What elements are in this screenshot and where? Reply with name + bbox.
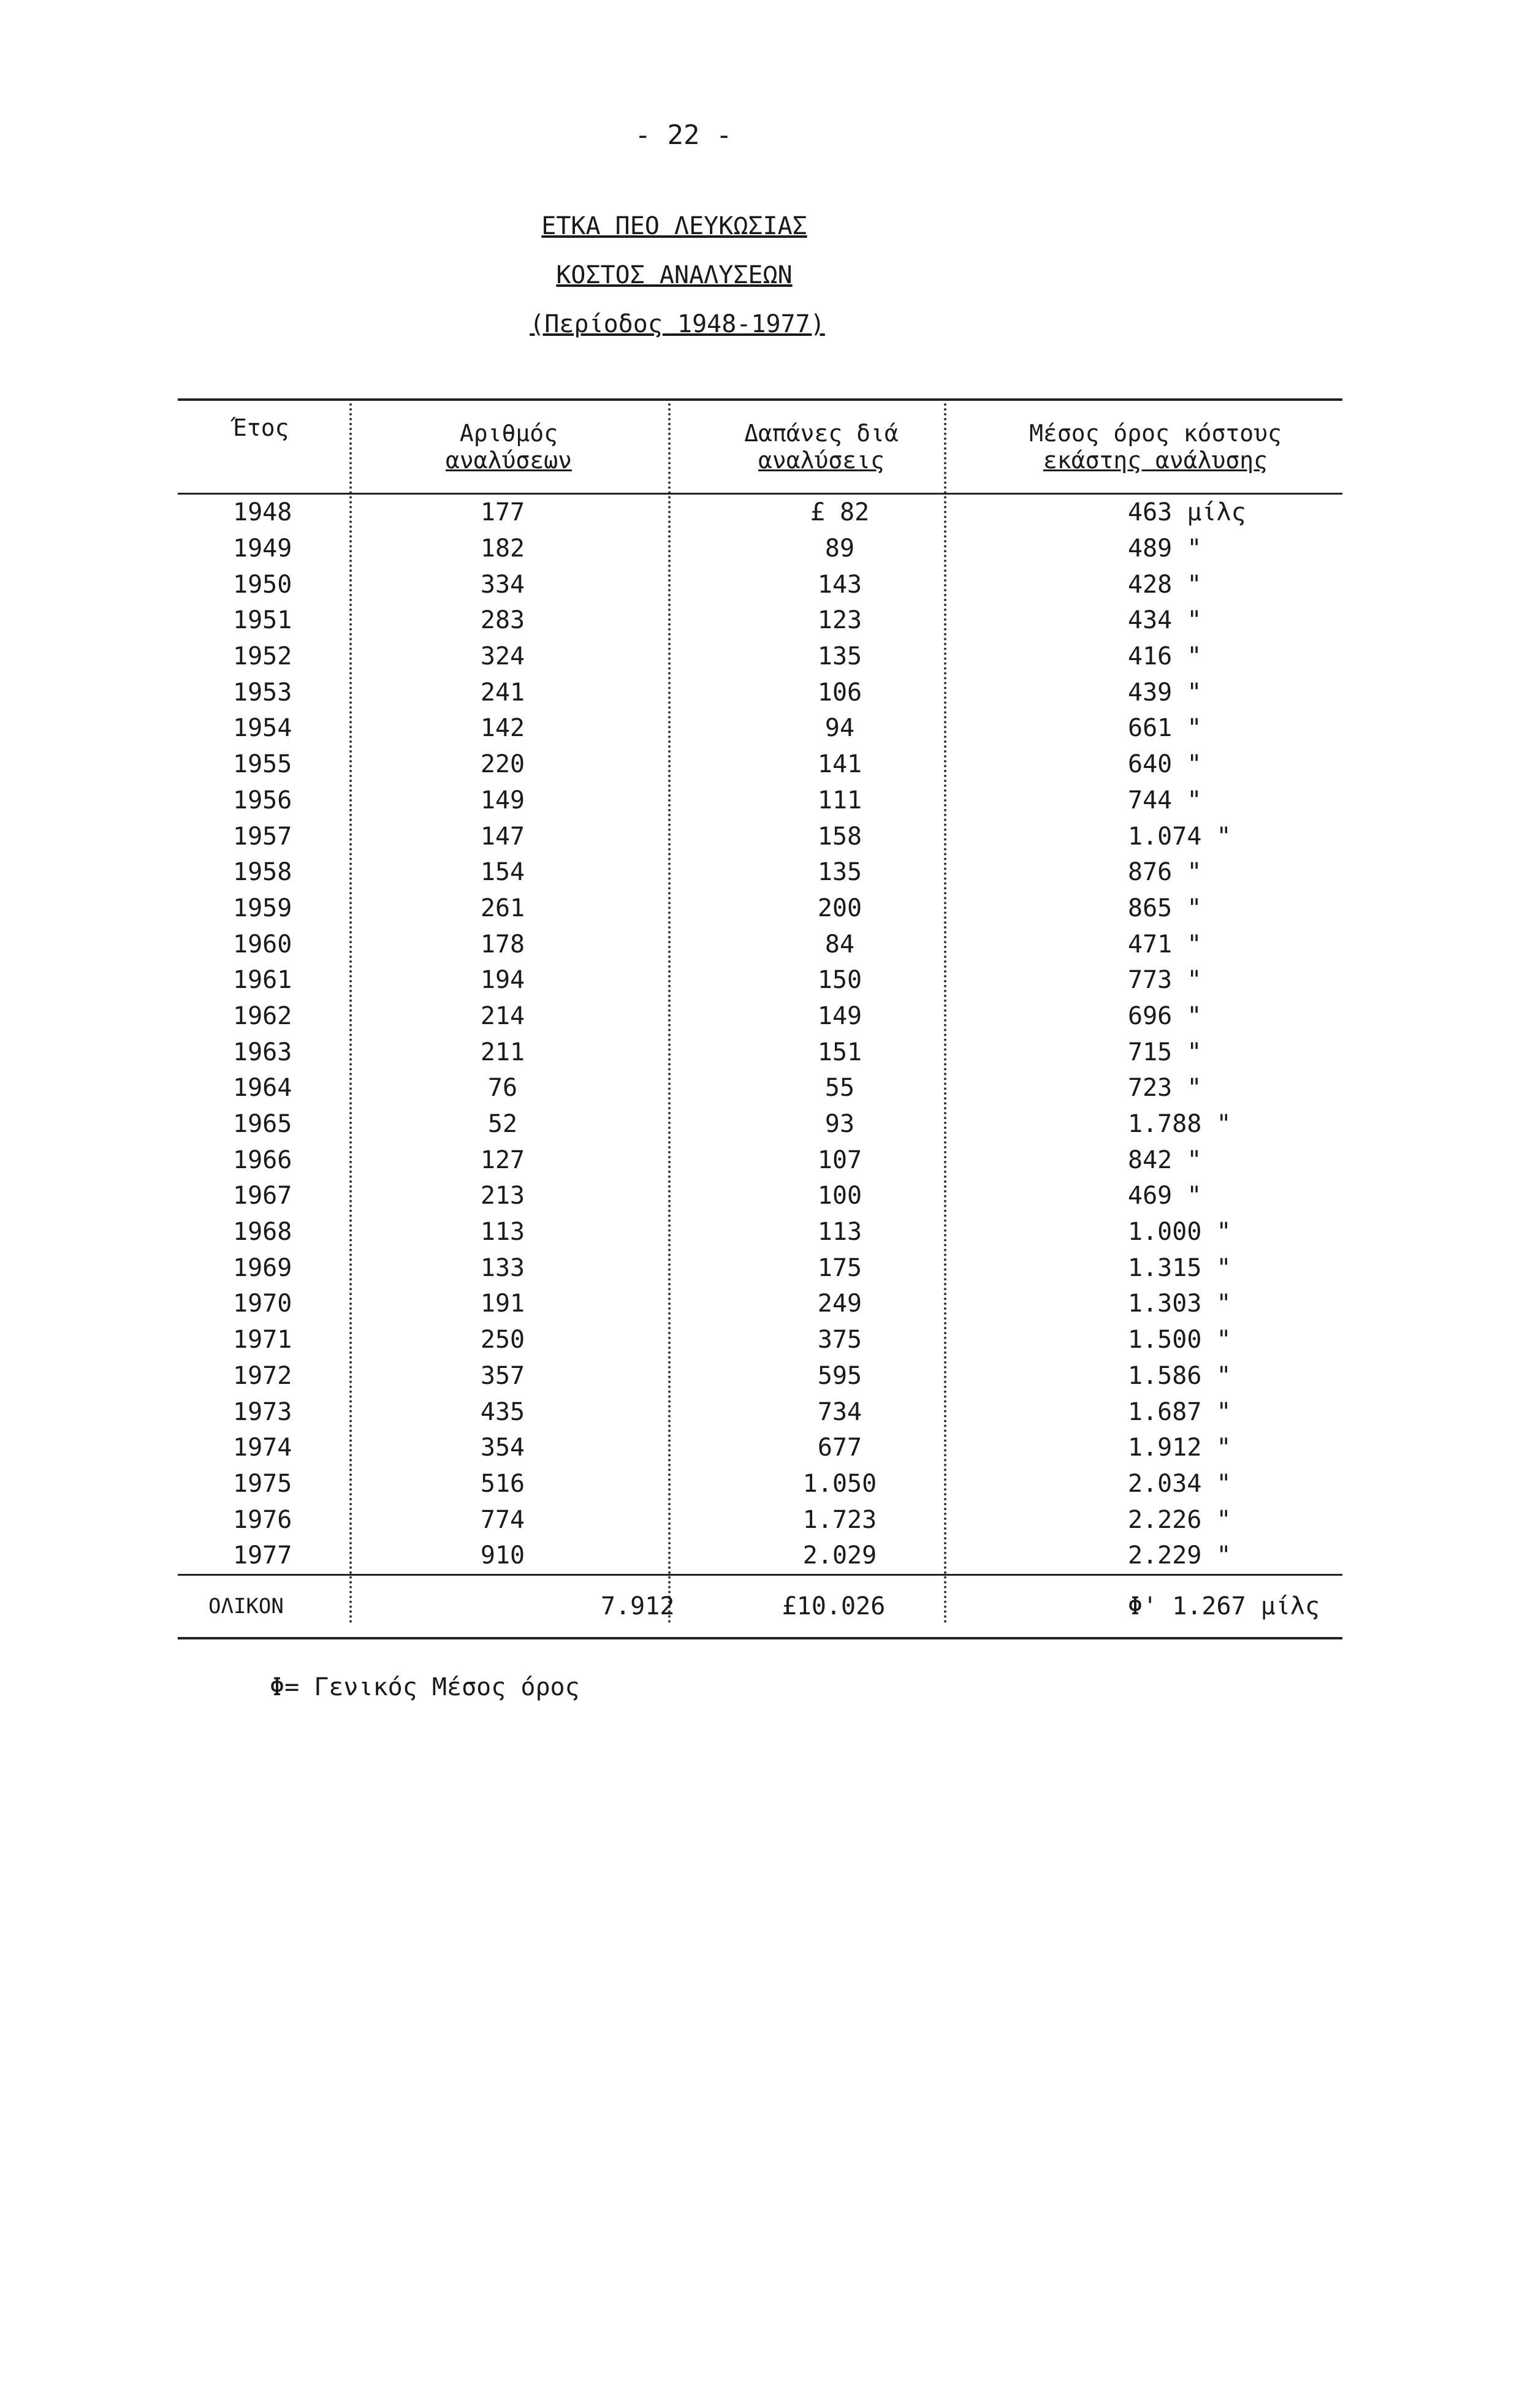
cell-year: 1973 — [233, 1397, 292, 1426]
total-average: Φ' 1.267 μίλς — [1128, 1592, 1320, 1620]
cell-year: 1961 — [233, 966, 292, 995]
cell-count: 149 — [480, 786, 525, 815]
cell-cost: 143 — [817, 570, 862, 599]
cell-cost: 149 — [817, 1001, 862, 1030]
cell-avg: 865 " — [1128, 894, 1202, 922]
cell-avg: 773 " — [1128, 966, 1202, 995]
table-row — [178, 962, 1342, 998]
table-row — [178, 854, 1342, 891]
cell-avg: 428 " — [1128, 570, 1202, 599]
total-count: 7.912 — [601, 1592, 675, 1620]
cell-year: 1963 — [233, 1038, 292, 1066]
table-row — [178, 1250, 1342, 1286]
cell-count: 52 — [487, 1110, 518, 1139]
cell-avg: 1.687 " — [1128, 1397, 1231, 1426]
cell-count: 910 — [480, 1541, 525, 1570]
total-label: ΟΛΙΚΟΝ — [208, 1593, 284, 1619]
cell-count: 774 — [480, 1505, 525, 1534]
cell-cost: 595 — [817, 1361, 862, 1390]
cell-count: 177 — [480, 498, 525, 527]
total-row — [178, 1576, 1342, 1637]
cell-year: 1971 — [233, 1326, 292, 1354]
table-row — [178, 891, 1342, 927]
cell-avg: 416 " — [1128, 642, 1202, 671]
table-row — [178, 602, 1342, 639]
cell-count: 211 — [480, 1038, 525, 1066]
cell-count: 354 — [480, 1434, 525, 1462]
cell-count: 357 — [480, 1361, 525, 1390]
cell-cost: 94 — [824, 714, 855, 743]
cell-avg: 469 " — [1128, 1182, 1202, 1210]
cell-avg: 723 " — [1128, 1074, 1202, 1103]
table-row — [178, 1322, 1342, 1358]
cell-cost: 200 — [817, 894, 862, 922]
table-row — [178, 746, 1342, 783]
cell-cost: 150 — [817, 966, 862, 995]
table-row — [178, 1106, 1342, 1142]
table-row — [178, 1178, 1342, 1214]
cell-avg: 1.912 " — [1128, 1434, 1231, 1462]
table-row — [178, 1538, 1342, 1576]
cell-avg: 744 " — [1128, 786, 1202, 815]
cell-cost: 175 — [817, 1253, 862, 1282]
cell-cost: 100 — [817, 1182, 862, 1210]
table-row — [178, 1214, 1342, 1250]
cell-cost: 141 — [817, 750, 862, 779]
table-row — [178, 495, 1342, 531]
cost-table — [178, 398, 1342, 1639]
cell-count: 182 — [480, 534, 525, 563]
table-row — [178, 566, 1342, 602]
cell-year: 1948 — [233, 498, 292, 527]
cell-year: 1957 — [233, 822, 292, 851]
cell-year: 1958 — [233, 858, 292, 887]
cell-year: 1950 — [233, 570, 292, 599]
table-row — [178, 1070, 1342, 1106]
cell-year: 1953 — [233, 678, 292, 707]
cell-year: 1966 — [233, 1145, 292, 1174]
table-row — [178, 926, 1342, 962]
cell-cost: 375 — [817, 1326, 862, 1354]
cell-year: 1976 — [233, 1505, 292, 1534]
cell-avg: 2.229 " — [1128, 1541, 1231, 1570]
cell-avg: 715 " — [1128, 1038, 1202, 1066]
title-line-period: (Περίοδος 1948-1977) — [530, 310, 825, 338]
table-row — [178, 998, 1342, 1035]
cell-cost: 249 — [817, 1289, 862, 1318]
cell-year: 1956 — [233, 786, 292, 815]
cell-count: 191 — [480, 1289, 525, 1318]
cell-cost: 734 — [817, 1397, 862, 1426]
cell-count: 334 — [480, 570, 525, 599]
total-cost: £10.026 — [782, 1592, 886, 1620]
cell-cost: 677 — [817, 1434, 862, 1462]
cell-avg: 842 " — [1128, 1145, 1202, 1174]
cell-year: 1959 — [233, 894, 292, 922]
table-row — [178, 1466, 1342, 1502]
footnote: Φ= Γενικός Μέσος όρος — [270, 1673, 580, 1701]
table-row — [178, 639, 1342, 675]
table-row — [178, 783, 1342, 819]
table-row — [178, 674, 1342, 710]
cell-count: 76 — [487, 1074, 518, 1103]
cell-year: 1962 — [233, 1001, 292, 1030]
title-line-subject: ΚΟΣΤΟΣ ΑΝΑΛΥΣΕΩΝ — [556, 261, 793, 289]
cell-cost: 1.723 — [802, 1505, 877, 1534]
cell-cost: 55 — [824, 1074, 855, 1103]
title-line-organization: ΕΤΚΑ ΠΕΟ ΛΕΥΚΩΣΙΑΣ — [541, 212, 807, 240]
cell-cost: 1.050 — [802, 1469, 877, 1498]
cell-cost: 106 — [817, 678, 862, 707]
cell-year: 1967 — [233, 1182, 292, 1210]
cell-year: 1977 — [233, 1541, 292, 1570]
cell-avg: 1.315 " — [1128, 1253, 1231, 1282]
cell-cost: £ 82 — [810, 498, 870, 527]
table-row — [178, 1394, 1342, 1430]
table-row — [178, 710, 1342, 746]
cell-cost: 123 — [817, 606, 862, 635]
cell-count: 213 — [480, 1182, 525, 1210]
cell-count: 435 — [480, 1397, 525, 1426]
cell-avg: 471 " — [1128, 930, 1202, 959]
cell-year: 1955 — [233, 750, 292, 779]
cell-cost: 151 — [817, 1038, 862, 1066]
cell-year: 1970 — [233, 1289, 292, 1318]
cell-cost: 89 — [824, 534, 855, 563]
table-row — [178, 531, 1342, 567]
cell-avg: 640 " — [1128, 750, 1202, 779]
cell-count: 147 — [480, 822, 525, 851]
table-body — [178, 495, 1342, 1576]
cell-cost: 84 — [824, 930, 855, 959]
header-year: Έτος — [233, 414, 289, 441]
cell-count: 194 — [480, 966, 525, 995]
table-row — [178, 818, 1342, 854]
cell-cost: 135 — [817, 858, 862, 887]
cell-year: 1969 — [233, 1253, 292, 1282]
cell-count: 283 — [480, 606, 525, 635]
cell-year: 1965 — [233, 1110, 292, 1139]
cell-year: 1968 — [233, 1218, 292, 1247]
cell-count: 127 — [480, 1145, 525, 1174]
cell-cost: 158 — [817, 822, 862, 851]
cell-avg: 439 " — [1128, 678, 1202, 707]
cell-avg: 1.586 " — [1128, 1361, 1231, 1390]
cell-year: 1972 — [233, 1361, 292, 1390]
cell-avg: 1.500 " — [1128, 1326, 1231, 1354]
cell-avg: 434 " — [1128, 606, 1202, 635]
cell-cost: 135 — [817, 642, 862, 671]
table-row — [178, 1034, 1342, 1070]
cell-count: 250 — [480, 1326, 525, 1354]
cell-count: 133 — [480, 1253, 525, 1282]
table-row — [178, 1286, 1342, 1322]
cell-count: 178 — [480, 930, 525, 959]
cell-cost: 2.029 — [802, 1541, 877, 1570]
document-title — [503, 208, 846, 355]
cell-count: 324 — [480, 642, 525, 671]
cell-year: 1954 — [233, 714, 292, 743]
cell-avg: 1.303 " — [1128, 1289, 1231, 1318]
cell-avg: 2.034 " — [1128, 1469, 1231, 1498]
table-row — [178, 1430, 1342, 1466]
cell-year: 1975 — [233, 1469, 292, 1498]
header-average: Μέσος όρος κόστους εκάστης ανάλυσης — [1029, 420, 1282, 474]
header-count: Αριθμός αναλύσεων — [446, 420, 572, 474]
cell-avg: 876 " — [1128, 858, 1202, 887]
cell-avg: 489 " — [1128, 534, 1202, 563]
cell-avg: 661 " — [1128, 714, 1202, 743]
table-row — [178, 1142, 1342, 1178]
table-row — [178, 1358, 1342, 1394]
cell-year: 1974 — [233, 1434, 292, 1462]
cell-avg: 1.788 " — [1128, 1110, 1231, 1139]
cell-avg: 1.000 " — [1128, 1218, 1231, 1247]
cell-avg: 1.074 " — [1128, 822, 1231, 851]
cell-count: 261 — [480, 894, 525, 922]
cell-count: 142 — [480, 714, 525, 743]
cell-count: 220 — [480, 750, 525, 779]
cell-count: 241 — [480, 678, 525, 707]
cell-avg: 2.226 " — [1128, 1505, 1231, 1534]
cell-year: 1949 — [233, 534, 292, 563]
table-row — [178, 1502, 1342, 1538]
cell-cost: 107 — [817, 1145, 862, 1174]
cell-year: 1952 — [233, 642, 292, 671]
cell-year: 1964 — [233, 1074, 292, 1103]
cell-count: 113 — [480, 1218, 525, 1247]
cell-year: 1951 — [233, 606, 292, 635]
cell-count: 214 — [480, 1001, 525, 1030]
cell-count: 516 — [480, 1469, 525, 1498]
table-header — [178, 401, 1342, 495]
cell-year: 1960 — [233, 930, 292, 959]
header-cost: Δαπάνες διά αναλύσεις — [744, 420, 899, 474]
cell-cost: 93 — [824, 1110, 855, 1139]
cell-avg: 463 μίλς — [1128, 498, 1246, 527]
page-number: - 22 - — [634, 120, 732, 151]
cell-count: 154 — [480, 858, 525, 887]
cell-cost: 113 — [817, 1218, 862, 1247]
cell-avg: 696 " — [1128, 1001, 1202, 1030]
cell-cost: 111 — [817, 786, 862, 815]
